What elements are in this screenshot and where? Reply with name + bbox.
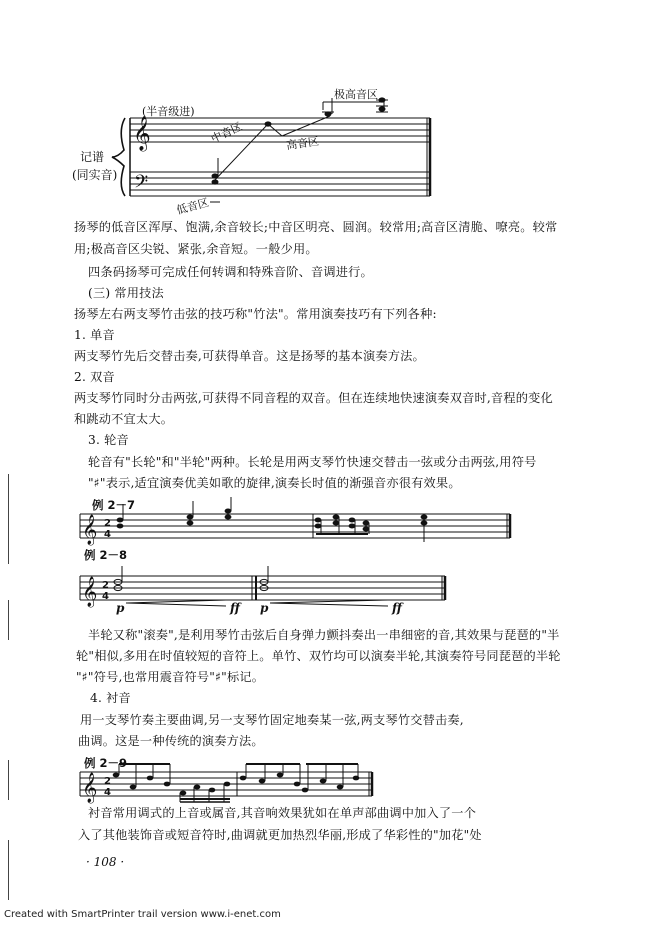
actual-pitch-label: (同实音) [72, 168, 118, 182]
paragraph-half-tremolo-line-3: "♯"符号,也常用震音符号"♯"标记。 [76, 670, 265, 684]
scan-margin-mark [8, 840, 9, 900]
heading-double-note: 2. 双音 [74, 370, 115, 384]
svg-text:2: 2 [104, 776, 111, 787]
paragraph-double-note-line-1: 两支琴竹同时分击两弦,可获得不同音程的双音。但在连续地快速演奏双音时,音程的变化 [74, 391, 553, 405]
paragraph-half-tremolo-line-2: 轮"相似,多用在时值较短的音符上。单竹、双竹均可以演奏半轮,其演奏符号同琵琶的半轮 [76, 649, 561, 663]
svg-text:𝄢: 𝄢 [134, 172, 149, 197]
high-register-label: 高音区 [285, 134, 320, 153]
example-2-8-staff [0, 560, 656, 620]
semitone-progression-label: (半音级进) [142, 105, 195, 118]
register-range-staff [0, 0, 656, 240]
scan-margin-mark [8, 474, 9, 564]
svg-text:𝄞: 𝄞 [82, 577, 98, 607]
dynamic-fortissimo-1: ff [230, 601, 240, 615]
scan-margin-mark [8, 600, 9, 640]
paragraph-modulation: 四条码扬琴可完成任何转调和特殊音阶、音调进行。 [88, 265, 373, 279]
paragraph-auxiliary-line-1: 衬音常用调式的上音或属音,其音响效果犹如在单声部曲调中加入了一个 [88, 806, 477, 820]
paragraph-bamboo-technique: 扬琴左右两支琴竹击弦的技巧称"竹法"。常用演奏技巧有下列各种: [74, 307, 437, 321]
svg-text:𝄞: 𝄞 [133, 116, 151, 151]
svg-text:𝄞: 𝄞 [82, 515, 98, 545]
paragraph-registers-line-1: 扬琴的低音区浑厚、饱满,余音较长;中音区明亮、圆润。较常用;高音区清脆、嘹亮。较常 [74, 220, 558, 234]
low-register-label: 低音区 [175, 195, 211, 218]
middle-register-label: 中音区 [208, 119, 245, 146]
paragraph-accompanying-line-1: 用一支琴竹奏主要曲调,另一支琴竹固定地奏某一弦,两支琴竹交替击奏, [80, 713, 464, 727]
svg-text:4: 4 [104, 787, 111, 798]
example-2-9-staff [0, 760, 656, 810]
svg-text:4: 4 [102, 591, 109, 602]
extreme-high-register-label: 极高音区 [334, 88, 378, 101]
svg-text:2: 2 [102, 580, 109, 591]
heading-single-note: 1. 单音 [74, 328, 115, 342]
example-2-8-label: 例 2－8 [84, 548, 128, 562]
dynamic-piano-1: p [116, 601, 125, 615]
footer-watermark: Created with SmartPrinter trail version www.i-enet.com [4, 909, 281, 920]
example-2-9-label: 例 2－9 [84, 756, 128, 770]
dynamic-fortissimo-2: ff [392, 601, 402, 615]
scan-margin-mark [8, 760, 9, 800]
notation-label: 记谱 [80, 150, 105, 164]
paragraph-accompanying-line-2: 曲调。这是一种传统的演奏方法。 [78, 734, 264, 748]
heading-tremolo: 3. 轮音 [88, 433, 129, 447]
dynamic-piano-2: p [260, 601, 269, 615]
paragraph-tremolo-line-1: 轮音有"长轮"和"半轮"两种。长轮是用两支琴竹快速交替击一弦或分击两弦,用符号 [88, 455, 537, 469]
paragraph-single-note: 两支琴竹先后交替击奏,可获得单音。这是扬琴的基本演奏方法。 [74, 349, 425, 363]
heading-accompanying-note: 4. 衬音 [90, 691, 131, 705]
section-heading-techniques: (三) 常用技法 [88, 286, 164, 300]
paragraph-auxiliary-line-2: 入了其他装饰音或短音符时,曲调就更加热烈华丽,形成了华彩性的"加花"处 [78, 828, 482, 842]
paragraph-tremolo-line-2: "♯"表示,适宜演奏优美如歌的旋律,演奏长时值的渐强音亦很有效果。 [88, 476, 461, 490]
paragraph-double-note-line-2: 和跳动不宜太大。 [74, 412, 174, 426]
svg-text:4: 4 [104, 529, 111, 540]
paragraph-half-tremolo-line-1: 半轮又称"滚奏",是利用琴竹击弦后自身弹力颤抖奏出一串细密的音,其效果与琵琶的"半 [88, 628, 560, 642]
paragraph-registers-line-2: 用;极高音区尖锐、紧张,余音短。一般少用。 [74, 242, 318, 256]
example-2-7-label: 例 2－7 [92, 498, 136, 512]
page-number: · 108 · [86, 855, 125, 869]
svg-text:2: 2 [104, 518, 111, 529]
svg-text:𝄞: 𝄞 [82, 773, 98, 803]
